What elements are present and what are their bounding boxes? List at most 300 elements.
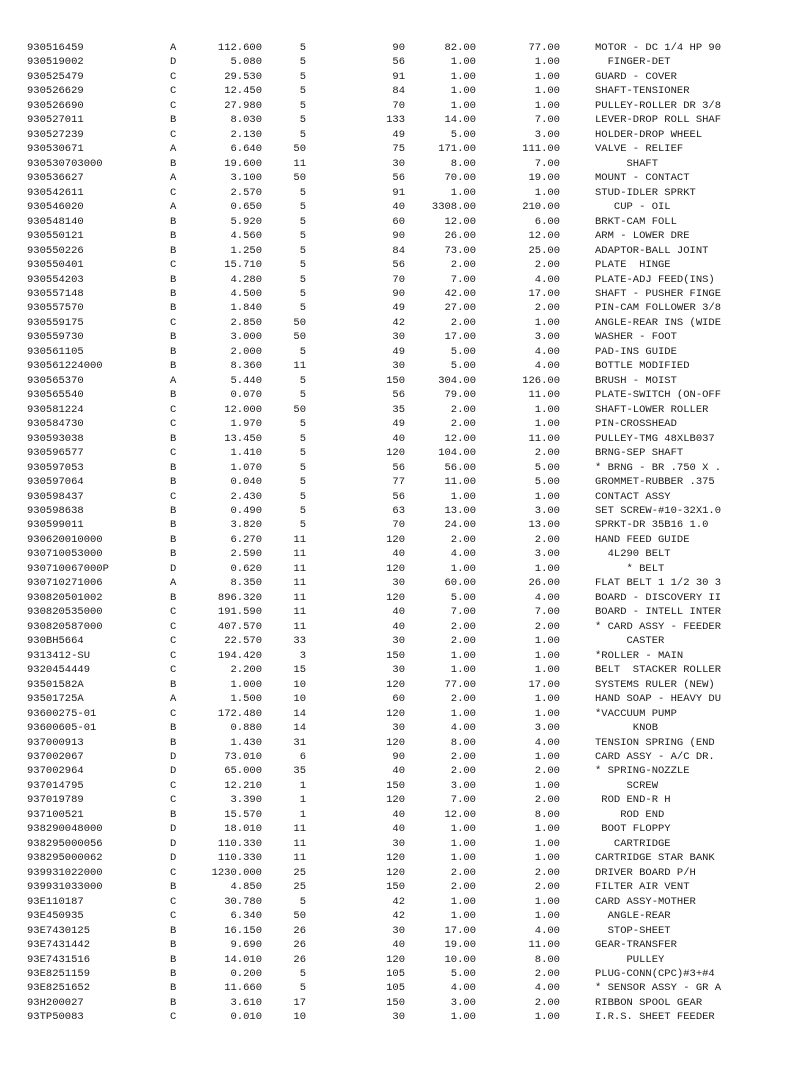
group-code: 50 [293,172,306,185]
group-code: 14 [293,722,306,735]
description: CARTRIDGE [595,837,671,850]
class-code: D [170,837,177,850]
unit-cost: 8.030 [230,114,262,127]
unit-cost: 9.690 [230,939,262,952]
group-code: 25 [293,881,306,894]
lead-days: 91 [392,186,405,199]
table-row [0,113,810,127]
group-code: 11 [293,577,306,590]
group-code: 5 [299,968,306,980]
quantity-1: 1.00 [450,186,476,199]
group-code: 26 [293,953,306,966]
lead-days: 40 [392,620,405,633]
quantity-2: 1.00 [534,418,560,431]
quantity-1: 3308.00 [431,201,476,214]
unit-cost: 12.450 [224,85,262,98]
group-code: 11 [293,837,306,850]
group-code: 10 [293,678,306,691]
lead-days: 120 [386,591,405,604]
part-number: 937014795 [27,779,84,792]
unit-cost: 3.100 [230,172,262,185]
part-number: 93E7430125 [27,924,91,937]
quantity-2: 4.00 [534,273,560,286]
quantity-1: 5.00 [450,345,476,358]
part-number: 930530703000 [27,157,103,170]
unit-cost: 0.650 [230,201,262,214]
class-code: B [170,982,177,995]
description: ANGLE-REAR [595,910,671,923]
quantity-2: 5.00 [534,461,560,474]
description: 4L290 BELT [595,548,671,561]
class-code: C [170,316,177,329]
lead-days: 30 [392,664,405,677]
group-code: 26 [293,939,306,952]
part-number: 930710271006 [27,577,103,590]
table-row [0,533,810,547]
description: * SPRING-NOZZLE [595,765,690,778]
quantity-2: 1.00 [534,910,560,923]
lead-days: 49 [392,302,405,315]
lead-days: 120 [386,533,405,546]
quantity-2: 1.00 [534,490,560,503]
class-code: C [170,606,177,619]
parts-report [0,41,810,1025]
table-row [0,909,810,923]
quantity-2: 3.00 [534,505,560,517]
description: FILTER AIR VENT [595,881,690,894]
class-code: B [170,591,177,604]
table-row [0,663,810,677]
class-code: C [170,70,177,83]
description: ANGLE-REAR INS (WIDE [595,316,722,329]
part-number: 939931022000 [27,866,103,879]
group-code: 5 [299,476,306,489]
class-code: C [170,794,177,807]
unit-cost: 407.570 [217,620,262,633]
class-code: B [170,432,177,445]
description: PULLEY-TMG 48XLB037 [595,432,715,445]
table-row [0,142,810,156]
table-row [0,70,810,84]
group-code: 5 [299,418,306,431]
group-code: 35 [293,765,306,778]
unit-cost: 6.270 [230,533,262,546]
quantity-1: 10.00 [444,953,476,966]
quantity-2: 3.00 [534,331,560,344]
description: * SENSOR ASSY - GR A [595,982,722,995]
table-row [0,649,810,663]
unit-cost: 6.640 [230,143,262,156]
class-code: D [170,852,177,865]
class-code: B [170,345,177,358]
unit-cost: 4.500 [230,287,262,300]
lead-days: 42 [392,910,405,923]
description: SHAFT [595,157,659,170]
description: BOARD - DISCOVERY II [595,591,722,604]
quantity-2: 1.00 [534,635,560,648]
part-number: 930596577 [27,447,84,460]
part-number: 930597053 [27,461,84,474]
table-row [0,99,810,113]
group-code: 5 [299,201,306,214]
lead-days: 150 [386,996,405,1009]
part-number: 93600605-01 [27,722,97,735]
description: STUD-IDLER SPRKT [595,186,696,199]
lead-days: 120 [386,562,405,575]
class-code: C [170,418,177,431]
quantity-2: 12.00 [528,230,560,243]
part-number: 930542611 [27,186,84,199]
part-number: 930557570 [27,302,84,315]
part-number: 93501582A [27,678,84,691]
quantity-2: 2.00 [534,302,560,315]
quantity-1: 60.00 [444,577,476,590]
table-row [0,822,810,836]
table-row [0,793,810,807]
group-code: 5 [299,85,306,98]
quantity-2: 3.00 [534,548,560,561]
class-code: B [170,230,177,243]
quantity-2: 1.00 [534,664,560,677]
quantity-2: 2.00 [534,620,560,633]
class-code: D [170,562,177,575]
quantity-2: 2.00 [534,765,560,778]
quantity-2: 17.00 [528,287,560,300]
unit-cost: 3.820 [230,519,262,532]
description: *VACCUUM PUMP [595,707,677,720]
table-row [0,851,810,865]
part-number: 930584730 [27,418,84,431]
lead-days: 40 [392,432,405,445]
description: DRIVER BOARD P/H [595,866,696,879]
class-code: C [170,895,177,908]
quantity-1: 2.00 [450,765,476,778]
class-code: A [170,143,177,156]
group-code: 25 [293,866,306,879]
lead-days: 90 [392,42,405,54]
lead-days: 150 [386,779,405,792]
unit-cost: 2.000 [230,345,262,358]
lead-days: 70 [392,519,405,532]
part-number: 930550226 [27,244,84,257]
group-code: 11 [293,591,306,604]
group-code: 5 [299,70,306,83]
quantity-2: 7.00 [534,157,560,170]
class-code: B [170,722,177,735]
part-number: 930526629 [27,85,84,98]
quantity-1: 2.00 [450,259,476,272]
class-code: C [170,1011,177,1024]
unit-cost: 29.530 [224,70,262,83]
quantity-1: 11.00 [444,476,476,489]
part-number: 930550401 [27,259,84,272]
group-code: 11 [293,606,306,619]
quantity-2: 210.00 [522,201,560,214]
description: GEAR-TRANSFER [595,939,677,952]
part-number: 930565540 [27,389,84,402]
unit-cost: 18.010 [224,823,262,836]
description: BELT STACKER ROLLER [595,664,722,677]
quantity-2: 2.00 [534,968,560,980]
table-row [0,388,810,402]
table-row [0,229,810,243]
unit-cost: 2.850 [230,316,262,329]
class-code: C [170,259,177,272]
description: CARTRIDGE STAR BANK [595,852,715,865]
quantity-2: 1.00 [534,707,560,720]
description: FLAT BELT 1 1/2 30 3 [595,577,722,590]
table-row [0,591,810,605]
quantity-2: 2.00 [534,794,560,807]
quantity-1: 1.00 [450,823,476,836]
table-row [0,345,810,359]
quantity-2: 1.00 [534,837,560,850]
class-code: C [170,85,177,98]
lead-days: 56 [392,56,405,69]
lead-days: 105 [386,968,405,980]
lead-days: 56 [392,461,405,474]
part-number: 937019789 [27,794,84,807]
unit-cost: 6.340 [230,910,262,923]
quantity-2: 13.00 [528,519,560,532]
unit-cost: 4.850 [230,881,262,894]
quantity-1: 77.00 [444,678,476,691]
lead-days: 120 [386,794,405,807]
table-row [0,41,810,55]
description: PIN-CROSSHEAD [595,418,677,431]
group-code: 5 [299,432,306,445]
table-row [0,461,810,475]
table-row [0,779,810,793]
lead-days: 56 [392,259,405,272]
lead-days: 77 [392,476,405,489]
quantity-1: 2.00 [450,866,476,879]
lead-days: 150 [386,881,405,894]
description: *ROLLER - MAIN [595,649,684,662]
quantity-1: 4.00 [450,722,476,735]
part-number: 930527011 [27,114,84,127]
quantity-2: 2.00 [534,259,560,272]
quantity-1: 5.00 [450,968,476,980]
unit-cost: 2.570 [230,186,262,199]
quantity-2: 2.00 [534,881,560,894]
lead-days: 84 [392,85,405,98]
part-number: 937000913 [27,736,84,749]
unit-cost: 3.000 [230,331,262,344]
quantity-1: 2.00 [450,635,476,648]
group-code: 10 [293,1011,306,1024]
description: PLATE HINGE [595,259,671,272]
quantity-1: 1.00 [450,70,476,83]
quantity-2: 25.00 [528,244,560,257]
quantity-2: 11.00 [528,432,560,445]
unit-cost: 3.390 [230,794,262,807]
quantity-2: 1.00 [534,85,560,98]
unit-cost: 1.840 [230,302,262,315]
class-code: B [170,968,177,980]
lead-days: 30 [392,1011,405,1024]
unit-cost: 0.620 [230,562,262,575]
description: I.R.S. SHEET FEEDER [595,1011,715,1024]
group-code: 11 [293,852,306,865]
description: MOTOR - DC 1/4 HP 90 [595,42,722,54]
quantity-1: 7.00 [450,273,476,286]
group-code: 11 [293,562,306,575]
quantity-1: 4.00 [450,548,476,561]
lead-days: 90 [392,287,405,300]
description: SCREW [595,779,659,792]
part-number: 930710067000P [27,562,109,575]
lead-days: 30 [392,331,405,344]
quantity-1: 79.00 [444,389,476,402]
table-row [0,215,810,229]
group-code: 5 [299,56,306,69]
group-code: 5 [299,490,306,503]
lead-days: 40 [392,201,405,214]
table-row [0,518,810,532]
quantity-1: 2.00 [450,620,476,633]
table-row [0,924,810,938]
part-number: 93TP50083 [27,1011,84,1024]
part-number: 930516459 [27,42,84,54]
class-code: B [170,548,177,561]
lead-days: 40 [392,606,405,619]
lead-days: 40 [392,939,405,952]
quantity-1: 2.00 [450,316,476,329]
description: PULLEY-ROLLER DR 3/8 [595,99,722,112]
part-number: 930620010000 [27,533,103,546]
table-row [0,678,810,692]
part-number: 938295000062 [27,852,103,865]
part-number: 930548140 [27,215,84,228]
part-number: 930546020 [27,201,84,214]
lead-days: 120 [386,736,405,749]
part-number: 930554203 [27,273,84,286]
unit-cost: 12.000 [224,403,262,416]
lead-days: 75 [392,143,405,156]
group-code: 17 [293,996,306,1009]
group-code: 50 [293,143,306,156]
part-number: 930559730 [27,331,84,344]
class-code: C [170,403,177,416]
quantity-1: 42.00 [444,287,476,300]
class-code: B [170,996,177,1009]
table-row [0,1010,810,1024]
quantity-1: 70.00 [444,172,476,185]
group-code: 50 [293,910,306,923]
unit-cost: 4.280 [230,273,262,286]
group-code: 5 [299,259,306,272]
class-code: B [170,244,177,257]
part-number: 938295000056 [27,837,103,850]
class-code: B [170,157,177,170]
table-row [0,171,810,185]
part-number: 93501725A [27,693,84,706]
part-number: 930820501002 [27,591,103,604]
table-row [0,504,810,518]
unit-cost: 1230.000 [211,866,262,879]
class-code: B [170,360,177,373]
table-row [0,866,810,880]
unit-cost: 110.330 [217,837,262,850]
class-code: A [170,693,177,706]
description: CASTER [595,635,665,648]
quantity-2: 7.00 [534,114,560,127]
quantity-1: 3.00 [450,996,476,1009]
group-code: 5 [299,273,306,286]
table-row [0,880,810,894]
class-code: C [170,620,177,633]
quantity-2: 7.00 [534,606,560,619]
group-code: 5 [299,114,306,127]
part-number: 930597064 [27,476,84,489]
lead-days: 91 [392,70,405,83]
lead-days: 40 [392,823,405,836]
quantity-1: 2.00 [450,693,476,706]
lead-days: 90 [392,230,405,243]
group-code: 14 [293,707,306,720]
unit-cost: 191.590 [217,606,262,619]
description: ARM - LOWER DRE [595,230,690,243]
lead-days: 105 [386,982,405,995]
lead-days: 40 [392,765,405,778]
description: BOOT FLOPPY [595,823,671,836]
quantity-2: 1.00 [534,750,560,763]
table-row [0,287,810,301]
unit-cost: 1.000 [230,678,262,691]
class-code: B [170,302,177,315]
quantity-1: 1.00 [450,649,476,662]
unit-cost: 1.970 [230,418,262,431]
part-number: 930598437 [27,490,84,503]
class-code: B [170,389,177,402]
lead-days: 120 [386,447,405,460]
quantity-2: 2.00 [534,533,560,546]
lead-days: 120 [386,678,405,691]
quantity-1: 1.00 [450,664,476,677]
quantity-2: 1.00 [534,779,560,792]
quantity-1: 8.00 [450,157,476,170]
part-number: 930599011 [27,519,84,532]
table-row [0,620,810,634]
description: HAND FEED GUIDE [595,533,690,546]
lead-days: 150 [386,649,405,662]
class-code: B [170,924,177,937]
description: BOARD - INTELL INTER [595,606,722,619]
lead-days: 70 [392,273,405,286]
group-code: 11 [293,620,306,633]
lead-days: 56 [392,172,405,185]
lead-days: 56 [392,490,405,503]
quantity-2: 3.00 [534,128,560,141]
description: GUARD - COVER [595,70,677,83]
class-code: D [170,765,177,778]
table-row [0,750,810,764]
unit-cost: 1.250 [230,244,262,257]
part-number: 930550121 [27,230,84,243]
quantity-2: 4.00 [534,982,560,995]
lead-days: 120 [386,866,405,879]
unit-cost: 0.040 [230,476,262,489]
part-number: 930565370 [27,374,84,387]
unit-cost: 11.660 [224,982,262,995]
table-row [0,316,810,330]
table-row [0,330,810,344]
class-code: B [170,273,177,286]
quantity-2: 4.00 [534,360,560,373]
description: SHAFT-TENSIONER [595,85,690,98]
class-code: C [170,128,177,141]
